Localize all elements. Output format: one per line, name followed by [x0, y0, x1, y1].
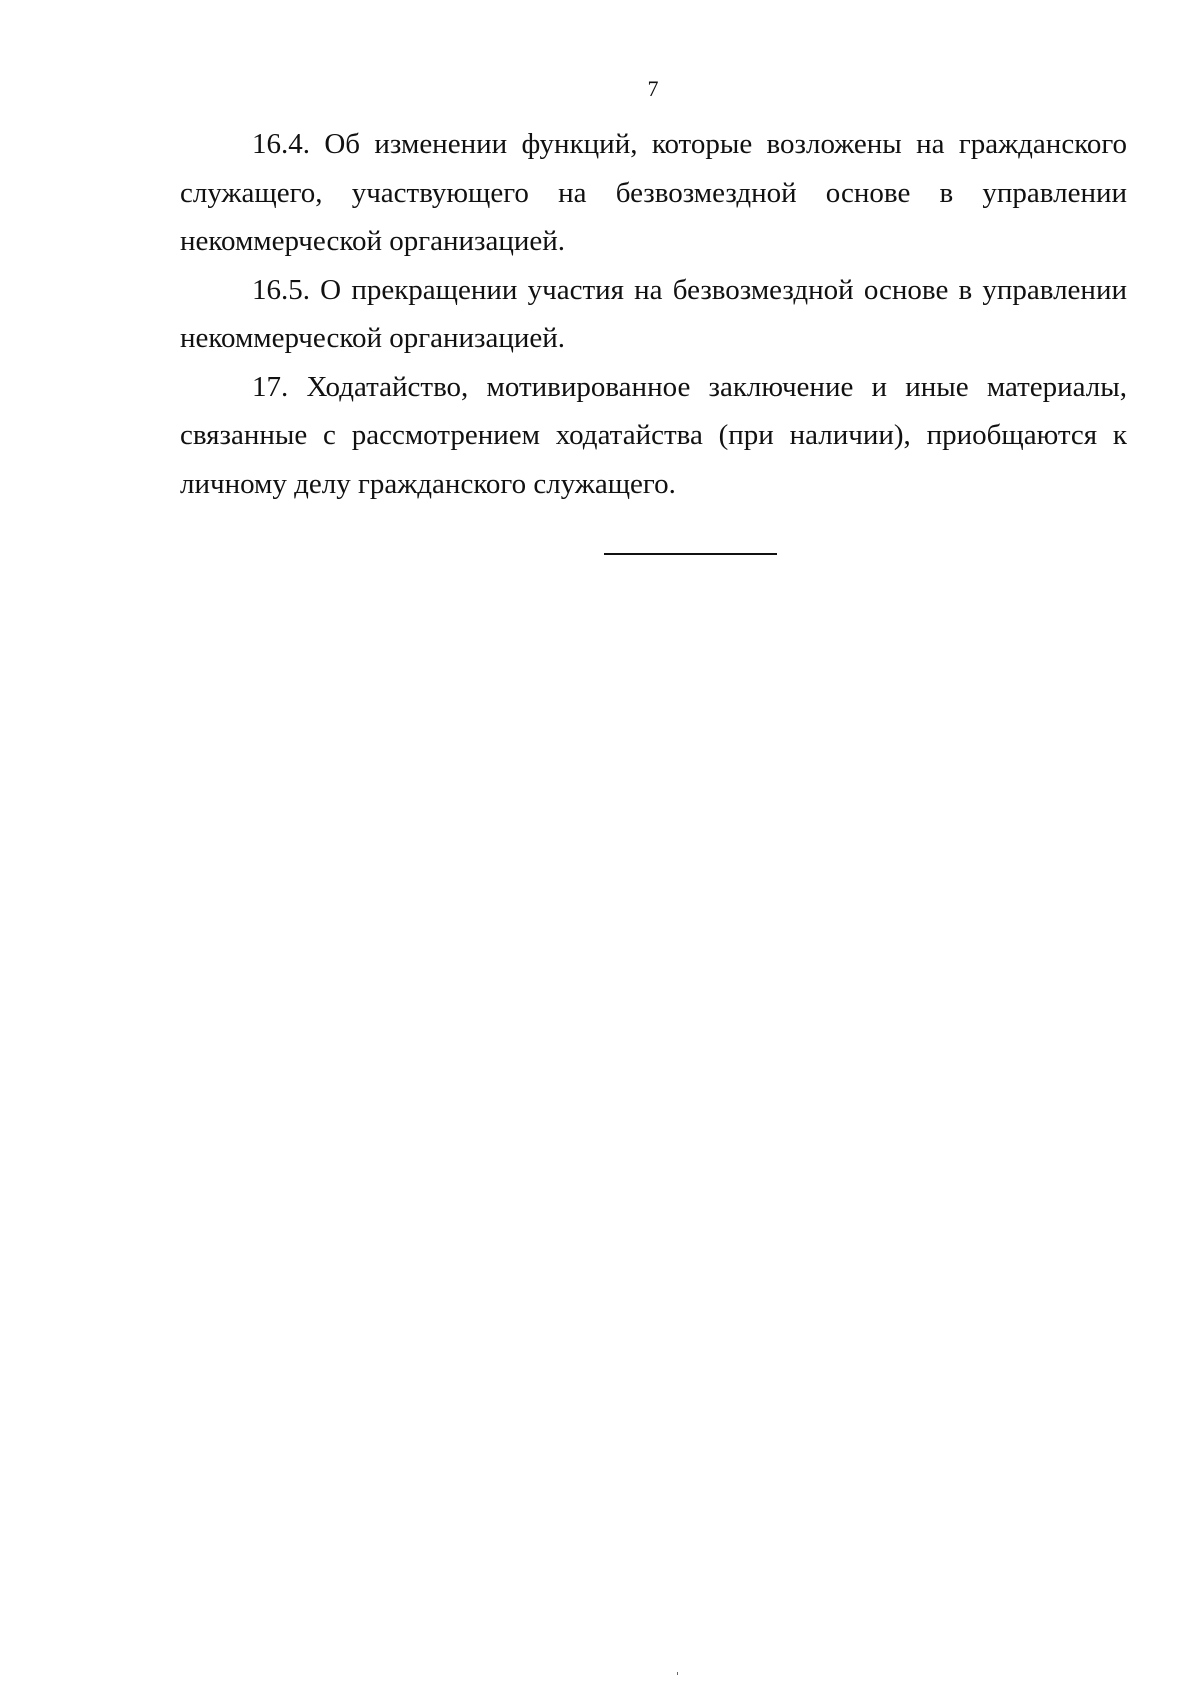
paragraph-17: 17. Ходатайство, мотивированное заключение и иные материалы, связанные с рассмотрением ходатайства (при наличии), приобщаются к личному делу гражданского служащего.	[180, 370, 1127, 500]
paragraph-16-5: 16.5. О прекращении участия на безвозмездной основе в управлении некоммерческой организацией.	[180, 273, 1127, 354]
document-body	[180, 120, 1127, 508]
page-number: 7	[647, 76, 659, 101]
end-of-document-rule	[604, 553, 777, 555]
scan-mark	[677, 1672, 678, 1675]
paragraph-16-4: 16.4. Об изменении функций, которые возложены на гражданского служащего, участвующего на безвозмездной основе в управлении некоммерческой организацией.	[180, 128, 1127, 257]
